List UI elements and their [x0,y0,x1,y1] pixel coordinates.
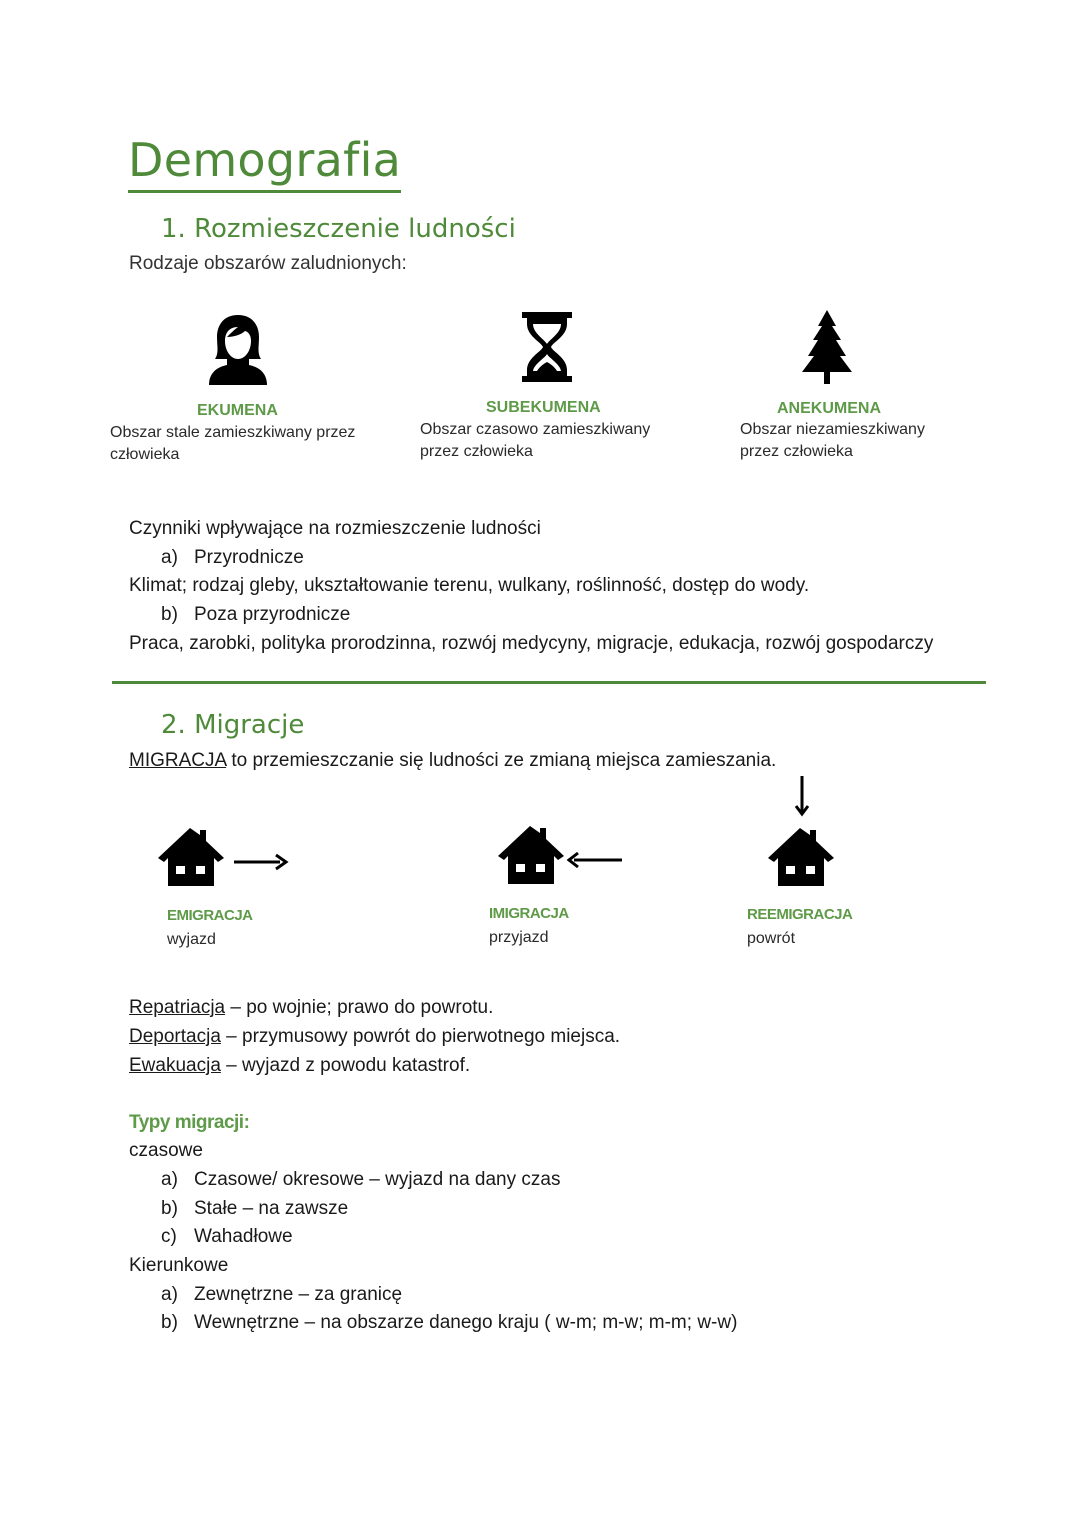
area-desc-line: Obszar czasowo zamieszkiwany [420,421,651,438]
factor-b-marker: b) [161,604,178,625]
definition-text: to przemieszczanie się ludności ze zmianą miejsca zamieszania. [226,750,777,771]
area-desc-line: Obszar stale zamieszkiwany przez [110,424,356,441]
list-marker: b) [161,1312,178,1333]
list-item: Stałe – na zawsze [194,1198,349,1219]
area-desc-line: przez człowieka [740,443,853,460]
type-name-imigracja: IMIGRACJA [489,905,569,922]
list-item: Zewnętrzne – za granicę [194,1284,403,1305]
area-name-ekumena: EKUMENA [197,402,278,419]
area-desc-line: człowieka [110,446,180,463]
type-desc-reemigracja: powrót [747,930,796,947]
list-marker: a) [161,1169,178,1190]
term-repatriacja [129,997,493,1019]
page-title: Demografia [128,132,401,193]
term-text: – przymusowy powrót do pierwotnego miejsca. [220,1026,621,1047]
type-name-emigracja: EMIGRACJA [167,907,253,924]
type-desc-imigracja: przyjazd [489,929,549,946]
area-name-subekumena: SUBEKUMENA [486,399,601,416]
term-label: Ewakuacja [129,1055,221,1076]
list-item: Wahadłowe [194,1226,293,1247]
list-item: Wewnętrzne – na obszarze danego kraju ( w-m; m-w; m-m; w-w) [194,1312,738,1333]
person-icon [205,313,271,385]
list-marker: c) [161,1226,177,1247]
migration-definition [129,750,776,772]
section-1-heading: 1. Rozmieszczenie ludności [161,214,516,244]
area-desc-subekumena [420,419,650,463]
factor-b-label: Poza przyrodnicze [194,604,351,625]
factor-b-text: Praca, zarobki, polityka prorodzinna, rozwój medycyny, migracje, edukacja, rozwój gospodarczy [129,633,934,654]
term-ewakuacja [129,1055,470,1077]
definition-term: MIGRACJA [129,750,227,771]
kierunkowe-label: Kierunkowe [129,1255,229,1276]
section-divider [112,681,986,684]
list-marker: a) [161,1284,178,1305]
type-desc-emigracja: wyjazd [167,931,216,948]
area-desc-ekumena [110,422,355,466]
factors-heading: Czynniki wpływające na rozmieszczenie ludności [129,518,541,539]
house-arrow-right-icon [156,826,292,888]
house-arrow-left-icon [494,824,630,886]
term-deportacja [129,1026,620,1048]
factor-a-text: Klimat; rodzaj gleby, ukształtowanie terenu, wulkany, roślinność, dostęp do wody. [129,575,810,596]
area-name-anekumena: ANEKUMENA [777,400,881,417]
czasowe-label: czasowe [129,1140,203,1161]
factor-a-label: Przyrodnicze [194,547,304,568]
term-text: – wyjazd z powodu katastrof. [220,1055,471,1076]
list-marker: b) [161,1198,178,1219]
type-name-reemigracja: REEMIGRACJA [747,906,853,923]
list-item: Czasowe/ okresowe – wyjazd na dany czas [194,1169,561,1190]
section-1-intro: Rodzaje obszarów zaludnionych: [129,253,407,274]
section-2-heading: 2. Migracje [161,710,305,740]
tree-icon [800,310,854,384]
factor-a-marker: a) [161,547,178,568]
term-text: – po wojnie; prawo do powrotu. [225,997,494,1018]
term-label: Repatriacja [129,997,226,1018]
area-desc-line: Obszar niezamieszkiwany [740,421,925,438]
house-arrow-down-icon [762,774,838,888]
migration-types-heading: Typy migracji: [129,1112,250,1133]
term-label: Deportacja [129,1026,221,1047]
area-desc-anekumena [740,419,925,463]
hourglass-icon [520,310,574,384]
area-desc-line: przez człowieka [420,443,533,460]
